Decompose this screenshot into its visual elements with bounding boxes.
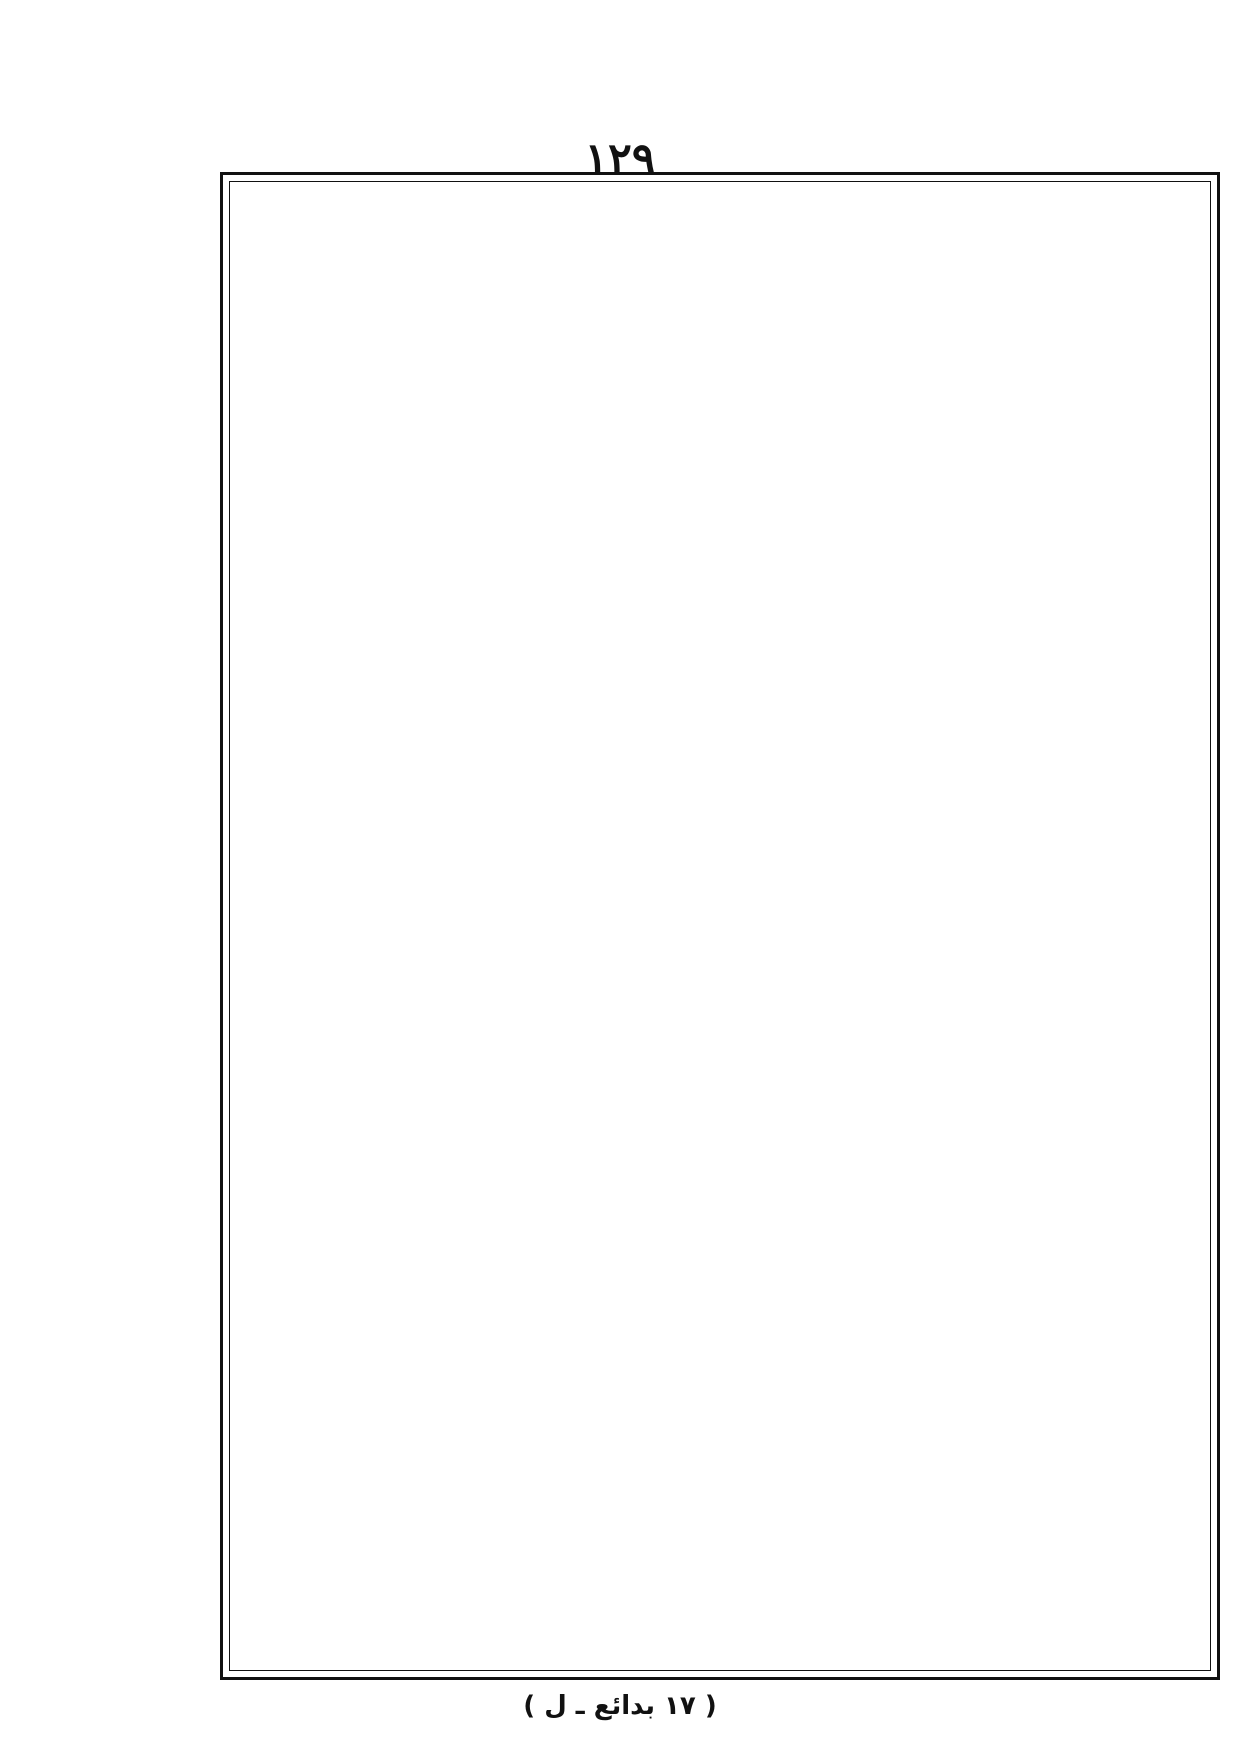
text-line (238, 341, 1202, 379)
text-line (238, 1172, 1202, 1210)
text-line (238, 228, 1202, 266)
text-line (238, 417, 1202, 455)
page-number: ١٢٩ (584, 134, 656, 185)
text-line (238, 454, 1202, 492)
text-line (238, 492, 1202, 530)
text-line (238, 1134, 1202, 1172)
text-line (238, 1285, 1202, 1323)
text-line (238, 719, 1202, 757)
text-line (238, 266, 1202, 304)
text-line (238, 379, 1202, 417)
text-line (238, 794, 1202, 832)
text-line (238, 1247, 1202, 1285)
text-line (238, 681, 1202, 719)
text-line (238, 870, 1202, 908)
text-line (238, 1398, 1202, 1436)
text-line (238, 1474, 1202, 1512)
text-line (238, 1436, 1202, 1474)
text-line (238, 1587, 1202, 1625)
text-line (238, 1625, 1202, 1663)
text-line (238, 1096, 1202, 1134)
text-line (238, 303, 1202, 341)
text-line (238, 1058, 1202, 1096)
text-line (238, 605, 1202, 643)
text-line (238, 1360, 1202, 1398)
text-line (238, 1549, 1202, 1587)
text-line (238, 832, 1202, 870)
arabic-text-block (238, 190, 1202, 1662)
signature-mark: ( ١٧ بدائع ـ ل ) (523, 1691, 717, 1721)
text-line (238, 1209, 1202, 1247)
text-line (238, 983, 1202, 1021)
text-line (238, 756, 1202, 794)
text-line (238, 530, 1202, 568)
text-line (238, 945, 1202, 983)
text-line (238, 1511, 1202, 1549)
text-line (238, 907, 1202, 945)
text-line (238, 1323, 1202, 1361)
text-line (238, 643, 1202, 681)
text-line (238, 190, 1202, 228)
text-line (238, 1021, 1202, 1059)
text-line (238, 568, 1202, 606)
